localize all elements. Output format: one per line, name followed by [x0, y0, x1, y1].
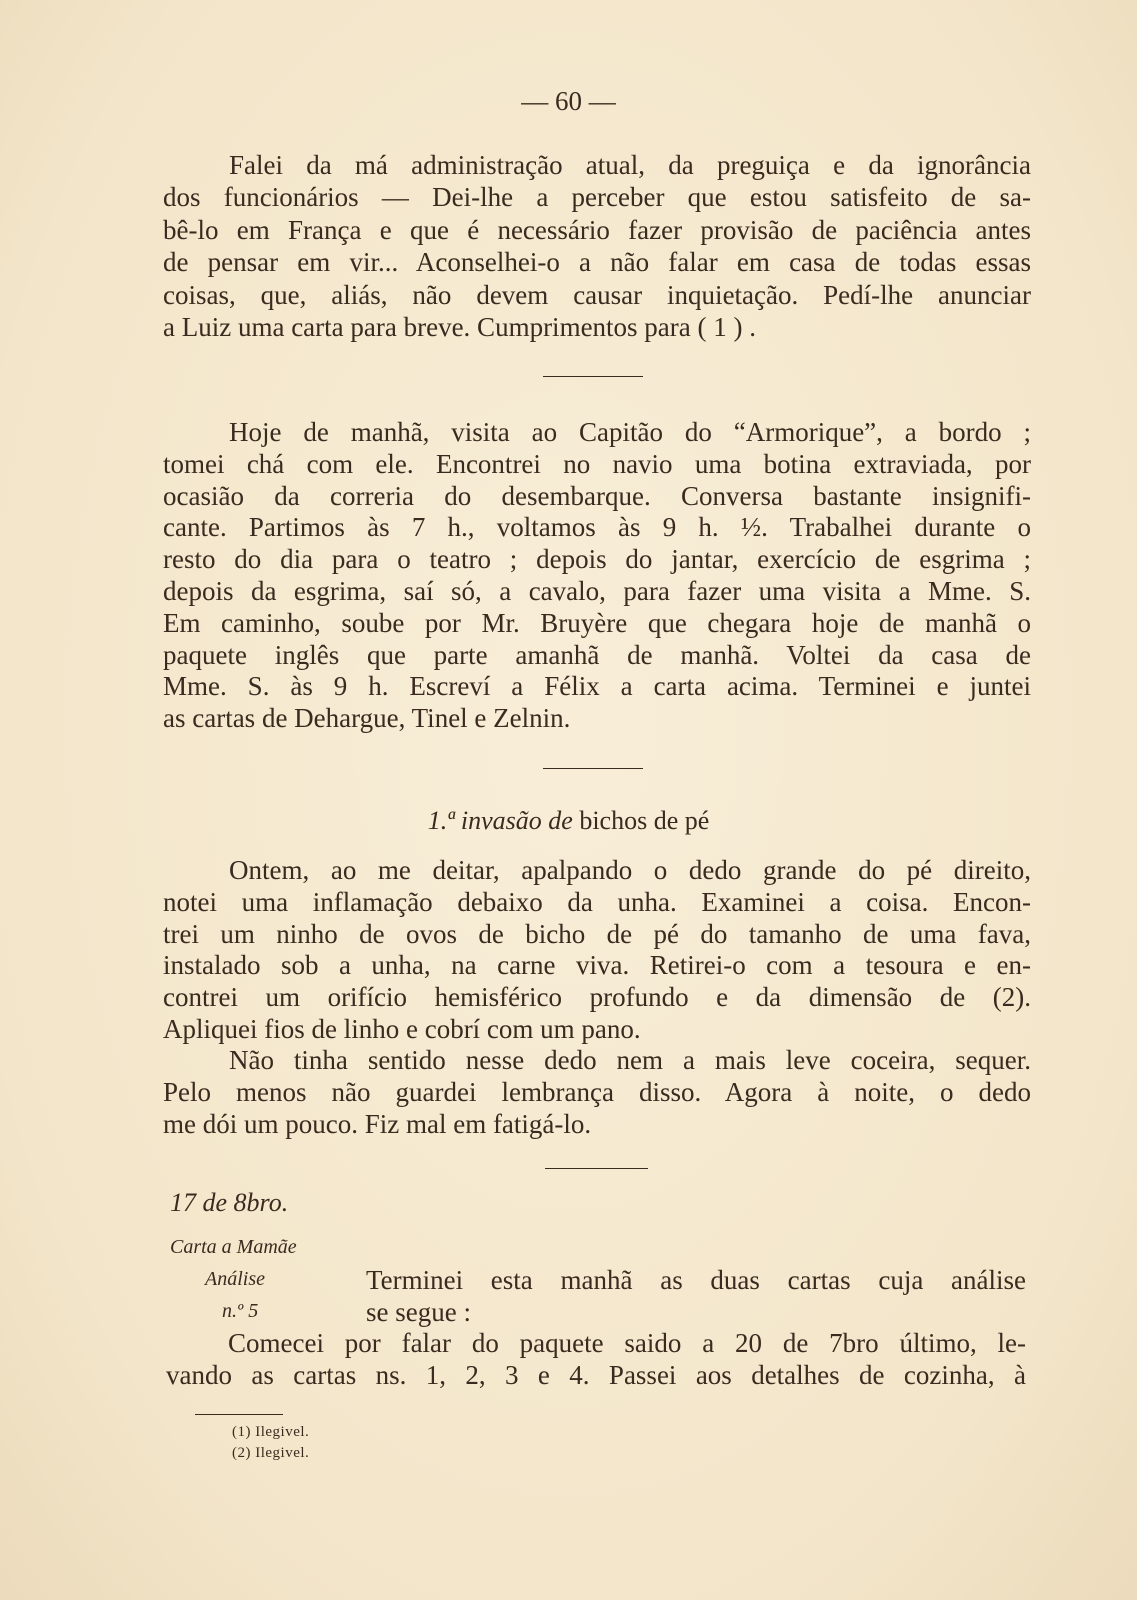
text-line: de pensar em vir... Aconselhei-o a não falar em casa de todas essas	[163, 247, 1031, 277]
text-line: dos funcionários — Dei-lhe a perceber que estou satisfeito de sa-	[163, 182, 1031, 212]
text-line: Falei da má administração atual, da preguiça e da ignorância	[229, 150, 1031, 180]
text-line: Comecei por falar do paquete saido a 20 de 7bro último, le-	[228, 1328, 1026, 1358]
section-divider	[543, 768, 643, 769]
text-line: contrei um orifício hemisférico profundo e da dimensão de (2).	[163, 982, 1031, 1012]
text-line: bê-lo em França e que é necessário fazer provisão de paciência antes	[163, 215, 1031, 245]
text-line: resto do dia para o teatro ; depois do jantar, exercício de esgrima ;	[163, 544, 1031, 574]
text-line: Não tinha sentido nesse dedo nem a mais leve coceira, sequer.	[229, 1045, 1031, 1075]
text-line: a Luiz uma carta para breve. Cumprimentos para ( 1 ) .	[163, 312, 756, 342]
text-line: vando as cartas ns. 1, 2, 3 e 4. Passei aos detalhes de cozinha, à	[166, 1360, 1026, 1390]
text-line: paquete inglês que parte amanhã de manhã. Voltei da casa de	[163, 640, 1031, 670]
text-line: Apliquei fios de linho e cobrí com um pano.	[163, 1014, 641, 1044]
footnote-1: (1) Ilegivel.	[232, 1424, 310, 1440]
footnote-rule	[195, 1414, 283, 1415]
margin-note-letter: Carta a Mamãe	[170, 1236, 297, 1258]
section-heading	[0, 806, 1137, 836]
section-heading-plain: bichos de pé	[579, 806, 710, 835]
text-line: cante. Partimos às 7 h., voltamos às 9 h. ½. Trabalhei durante o	[163, 512, 1031, 542]
section-divider	[545, 1168, 648, 1169]
text-line: Em caminho, soube por Mr. Bruyère que chegara hoje de manhã o	[163, 608, 1031, 638]
text-line: ocasião da correria do desembarque. Conversa bastante insignifi-	[163, 481, 1031, 511]
text-line: Hoje de manhã, visita ao Capitão do “Armorique”, a bordo ;	[229, 417, 1031, 447]
text-line: Ontem, ao me deitar, apalpando o dedo grande do pé direito,	[229, 855, 1031, 885]
text-line: coisas, que, aliás, não devem causar inquietação. Pedí-lhe anunciar	[163, 280, 1031, 310]
text-line: Mme. S. às 9 h. Escreví a Félix a carta acima. Terminei e juntei	[163, 671, 1031, 701]
section-heading-italic: 1.ª invasão de	[427, 806, 573, 835]
text-line: Pelo menos não guardei lembrança disso. Agora à noite, o dedo	[163, 1077, 1031, 1107]
text-line: notei uma inflamação debaixo da unha. Examinei a coisa. Encon-	[163, 887, 1031, 917]
text-line: as cartas de Dehargue, Tinel e Zelnin.	[163, 703, 571, 733]
text-line: se segue :	[366, 1297, 471, 1327]
page-number: — 60 —	[521, 86, 616, 116]
entry-date: 17 de 8bro.	[170, 1188, 289, 1217]
text-line: Terminei esta manhã as duas cartas cuja análise	[366, 1265, 1026, 1295]
footnote-2: (2) Ilegivel.	[232, 1445, 310, 1461]
text-line: tomei chá com ele. Encontrei no navio uma botina extraviada, por	[163, 449, 1031, 479]
text-line: trei um ninho de ovos de bicho de pé do tamanho de uma fava,	[163, 919, 1031, 949]
text-line: depois da esgrima, saí só, a cavalo, para fazer uma visita a Mme. S.	[163, 576, 1031, 606]
text-line: instalado sob a unha, na carne viva. Retirei-o com a tesoura e en-	[163, 950, 1031, 980]
text-line: me dói um pouco. Fiz mal em fatigá-lo.	[163, 1109, 592, 1139]
margin-note-number: n.º 5	[222, 1300, 259, 1322]
section-divider	[543, 376, 643, 377]
margin-note-analysis: Análise	[205, 1268, 265, 1290]
